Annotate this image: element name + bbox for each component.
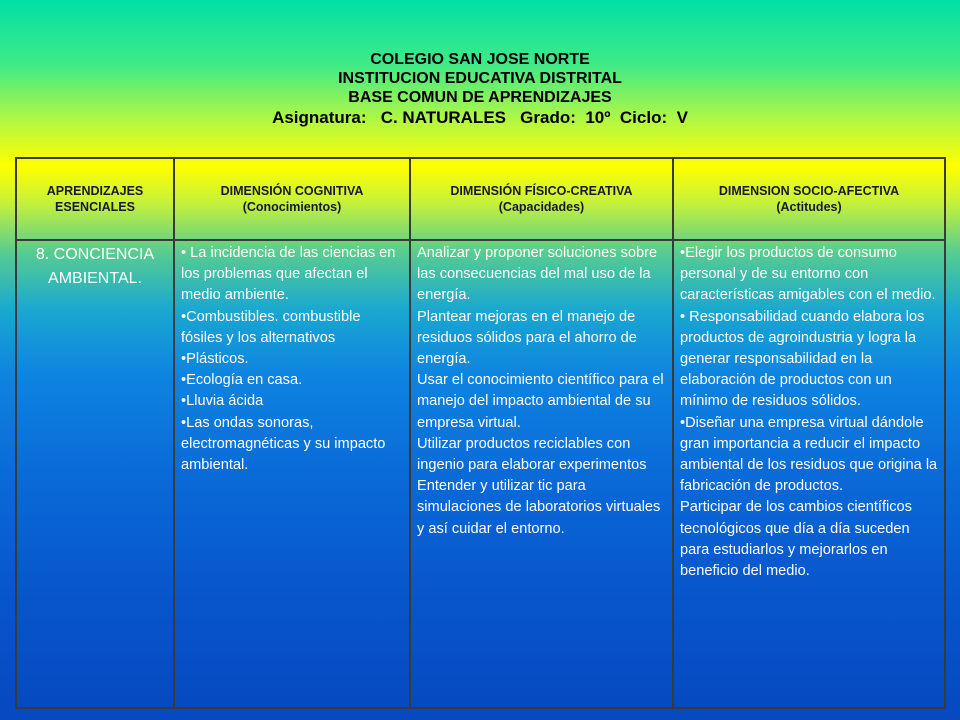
list-item: • Responsabilidad cuando elabora los productos de agroindustria y logra la generar responsabilidad en la elaboración de productos con un mínimo de residuos sólidos. [680, 308, 925, 410]
institution-name: INSTITUCION EDUCATIVA DISTRITAL [338, 70, 622, 87]
table-row [16, 240, 945, 708]
subject-grade-line: Asignatura: C. NATURALES Grado: 10º Ciclo: V [272, 108, 688, 127]
list-item: • La incidencia de las ciencias en los problemas que afectan el medio ambiente. [181, 245, 396, 304]
header-fisico-creativa: DIMENSIÓN FÍSICO-CREATIVA (Capacidades) [410, 158, 673, 240]
list-item: Entender y utilizar tic para simulaciones de laboratorios virtuales y así cuidar el entorno. [417, 478, 661, 537]
header-socio-afectiva: DIMENSION SOCIO-AFECTIVA (Actitudes) [673, 158, 945, 240]
list-item: •Elegir los productos de consumo personal y de su entorno con características amigables con el medio. [680, 245, 936, 304]
list-item: •Combustibles. combustible fósiles y los alternativos [181, 308, 361, 346]
list-item: Usar el conocimiento científico para el manejo del impacto ambiental de su empresa virtual. [417, 372, 664, 431]
cell-socio-afectiva [673, 240, 945, 708]
row-label-conciencia-ambiental: 8. CONCIENCIA AMBIENTAL. [16, 240, 174, 708]
list-item: •Lluvia ácida [181, 393, 264, 410]
document-title: BASE COMUN DE APRENDIZAJES [348, 89, 612, 106]
learning-table [15, 157, 946, 709]
list-item: Participar de los cambios científicos tecnológicos que día a día suceden para estudiarlos y mejorarlos en beneficio del medio. [680, 499, 912, 580]
list-item: •Diseñar una empresa virtual dándole gran importancia a reducir el impacto ambiental de los residuos que origina la fabricación de productos. [680, 414, 938, 495]
list-item: Plantear mejoras en el manejo de residuos sólidos para el ahorro de energía. [417, 308, 637, 368]
list-item: Utilizar productos reciclables con ingenio para elaborar experimentos [417, 435, 647, 474]
school-name: COLEGIO SAN JOSE NORTE [370, 51, 590, 68]
list-item: Analizar y proponer soluciones sobre las consecuencias del mal uso de la energía. [417, 245, 658, 304]
list-item: •Ecología en casa. [181, 372, 303, 389]
table-header-row [16, 158, 945, 240]
cell-fisico-creativa [410, 240, 673, 708]
cell-cognitiva [174, 240, 410, 708]
list-item: •Plásticos. [181, 351, 249, 368]
header-cognitiva: DIMENSIÓN COGNITIVA (Conocimientos) [174, 158, 410, 240]
list-item: •Las ondas sonoras, electromagnéticas y su impacto ambiental. [181, 414, 386, 474]
document-header [0, 50, 960, 128]
header-aprendizajes: APRENDIZAJES ESENCIALES [16, 158, 174, 240]
